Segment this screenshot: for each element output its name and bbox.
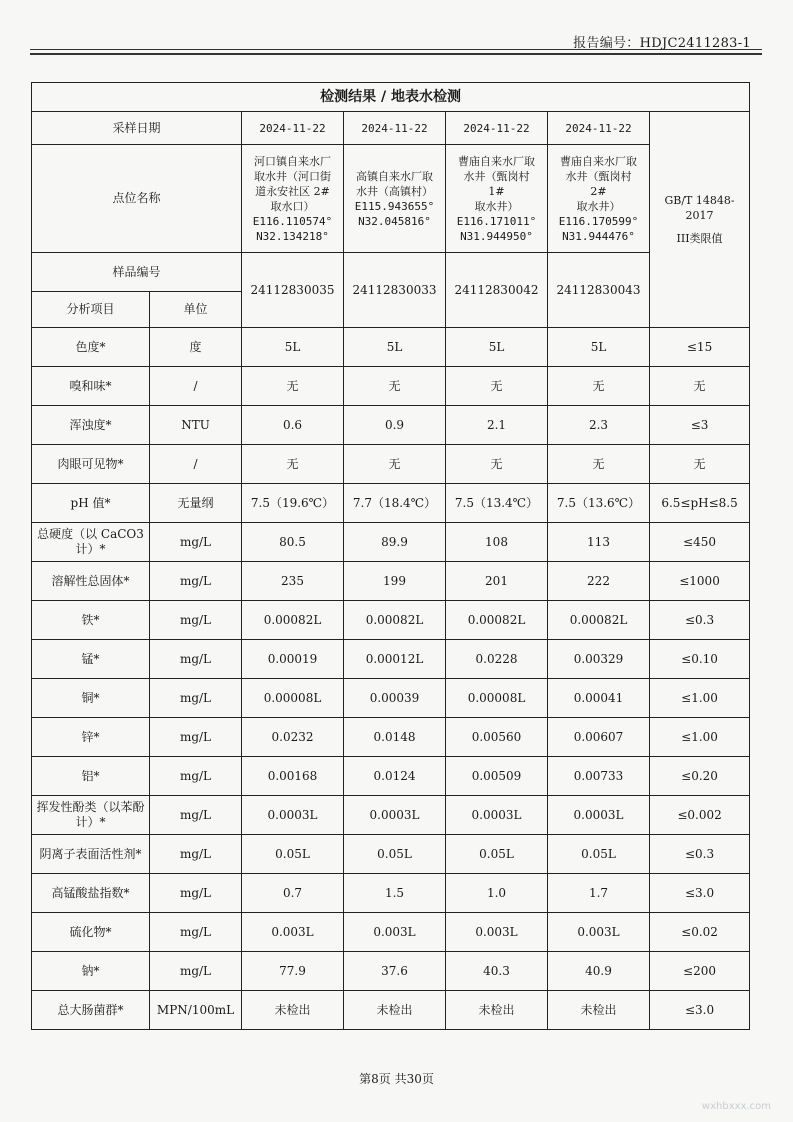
- result-value: 0.00041: [548, 679, 650, 718]
- table-title: 检测结果 / 地表水检测: [32, 83, 750, 112]
- limit-value: ≤1000: [650, 562, 750, 601]
- table-row: [32, 757, 750, 796]
- analysis-item: 浑浊度*: [32, 406, 150, 445]
- result-value: 0.05L: [344, 835, 446, 874]
- analysis-item: 铝*: [32, 757, 150, 796]
- results-table: [31, 82, 750, 1030]
- header-rule-thick: [30, 53, 762, 55]
- result-value: 235: [242, 562, 344, 601]
- sample-id: 24112830033: [344, 253, 446, 328]
- limit-value: ≤0.10: [650, 640, 750, 679]
- unit-cell: NTU: [150, 406, 242, 445]
- sample-id-label: 样品编号: [32, 253, 242, 292]
- table-row: [32, 601, 750, 640]
- result-value: 未检出: [446, 991, 548, 1030]
- result-value: 无: [548, 367, 650, 406]
- result-value: 7.5（13.4℃）: [446, 484, 548, 523]
- site-longitude: E116.110574°: [252, 214, 333, 228]
- analysis-item: 铁*: [32, 601, 150, 640]
- unit-cell: mg/L: [150, 874, 242, 913]
- table-row: [32, 640, 750, 679]
- unit-cell: mg/L: [150, 952, 242, 991]
- sample-id: 24112830043: [548, 253, 650, 328]
- result-value: 5L: [548, 328, 650, 367]
- limit-value: ≤3.0: [650, 874, 750, 913]
- limit-value: ≤1.00: [650, 679, 750, 718]
- unit-cell: mg/L: [150, 640, 242, 679]
- limit-value: ≤200: [650, 952, 750, 991]
- result-value: 7.7（18.4℃）: [344, 484, 446, 523]
- result-value: 222: [548, 562, 650, 601]
- analysis-item-header: 分析项目: [32, 292, 150, 328]
- result-value: 0.9: [344, 406, 446, 445]
- analysis-item: 阴离子表面活性剂*: [32, 835, 150, 874]
- site-longitude: E115.943655°: [354, 199, 435, 213]
- sampling-date: 2024-11-22: [548, 112, 650, 145]
- result-value: 89.9: [344, 523, 446, 562]
- page-footer: 第8页 共30页: [359, 1072, 434, 1086]
- result-value: 37.6: [344, 952, 446, 991]
- limit-value: 6.5≤pH≤8.5: [650, 484, 750, 523]
- unit-cell: /: [150, 367, 242, 406]
- site-longitude: E116.170599°: [558, 214, 639, 228]
- result-value: 无: [548, 445, 650, 484]
- site-line: 水井（高镇村）: [356, 184, 433, 198]
- site-line: 取水井）: [474, 199, 519, 213]
- result-value: 77.9: [242, 952, 344, 991]
- unit-cell: mg/L: [150, 796, 242, 835]
- site-line: 取水井）: [576, 199, 621, 213]
- unit-cell: mg/L: [150, 913, 242, 952]
- limit-value: ≤15: [650, 328, 750, 367]
- analysis-item: 锌*: [32, 718, 150, 757]
- site-name: [446, 145, 548, 253]
- result-value: 未检出: [548, 991, 650, 1030]
- site-name-label: 点位名称: [32, 145, 242, 253]
- analysis-item: 溶解性总固体*: [32, 562, 150, 601]
- result-value: 1.5: [344, 874, 446, 913]
- result-value: 0.00329: [548, 640, 650, 679]
- limit-value: ≤1.00: [650, 718, 750, 757]
- result-value: 5L: [242, 328, 344, 367]
- table-row: [32, 679, 750, 718]
- site-latitude: N32.045816°: [358, 214, 431, 228]
- result-value: 0.00019: [242, 640, 344, 679]
- unit-cell: /: [150, 445, 242, 484]
- analysis-item: 高锰酸盐指数*: [32, 874, 150, 913]
- result-value: 0.00082L: [446, 601, 548, 640]
- limit-value: ≤0.20: [650, 757, 750, 796]
- result-value: 0.00008L: [446, 679, 548, 718]
- result-value: 0.00039: [344, 679, 446, 718]
- unit-cell: mg/L: [150, 835, 242, 874]
- unit-cell: mg/L: [150, 562, 242, 601]
- unit-cell: mg/L: [150, 523, 242, 562]
- result-value: 0.0148: [344, 718, 446, 757]
- site-latitude: N31.944950°: [460, 229, 533, 243]
- limit-value: ≤450: [650, 523, 750, 562]
- result-value: 0.0003L: [446, 796, 548, 835]
- result-value: 0.003L: [242, 913, 344, 952]
- unit-cell: mg/L: [150, 601, 242, 640]
- result-value: 0.00733: [548, 757, 650, 796]
- limit-value: 无: [650, 367, 750, 406]
- site-latitude: N31.944476°: [562, 229, 635, 243]
- result-value: 199: [344, 562, 446, 601]
- site-line: 曹庙自来水厂取: [560, 154, 637, 168]
- result-value: 113: [548, 523, 650, 562]
- result-value: 40.3: [446, 952, 548, 991]
- table-row: [32, 406, 750, 445]
- result-value: 未检出: [242, 991, 344, 1030]
- result-value: 5L: [344, 328, 446, 367]
- result-value: 0.0232: [242, 718, 344, 757]
- site-line: 曹庙自来水厂取: [458, 154, 535, 168]
- table-row: [32, 328, 750, 367]
- standard-class: III类限值: [676, 232, 723, 245]
- analysis-item: 硫化物*: [32, 913, 150, 952]
- watermark: wxhbxxx.com: [701, 1101, 771, 1112]
- table-row: [32, 367, 750, 406]
- sampling-date: 2024-11-22: [446, 112, 548, 145]
- result-value: 0.0003L: [242, 796, 344, 835]
- result-value: 0.003L: [446, 913, 548, 952]
- table-row: [32, 991, 750, 1030]
- result-value: 201: [446, 562, 548, 601]
- result-value: 0.00560: [446, 718, 548, 757]
- standard-cell: [650, 112, 750, 328]
- standard-code: GB/T 14848-: [664, 194, 735, 207]
- site-line: 水井（甄岗村: [565, 169, 632, 183]
- result-value: 1.7: [548, 874, 650, 913]
- limit-value: ≤0.3: [650, 835, 750, 874]
- unit-cell: mg/L: [150, 679, 242, 718]
- analysis-item: 总大肠菌群*: [32, 991, 150, 1030]
- site-line: 河口镇自来水厂: [254, 154, 331, 168]
- table-row: [32, 562, 750, 601]
- result-value: 0.00168: [242, 757, 344, 796]
- header-rule: [30, 49, 762, 50]
- result-value: 108: [446, 523, 548, 562]
- site-name: [242, 145, 344, 253]
- result-value: 无: [242, 445, 344, 484]
- result-value: 0.003L: [344, 913, 446, 952]
- result-value: 0.00607: [548, 718, 650, 757]
- sampling-date: 2024-11-22: [344, 112, 446, 145]
- result-value: 0.7: [242, 874, 344, 913]
- limit-value: 无: [650, 445, 750, 484]
- table-row: [32, 523, 750, 562]
- report-number: 报告编号：HDJC2411283-1: [573, 36, 751, 51]
- limit-value: ≤0.3: [650, 601, 750, 640]
- sample-id: 24112830042: [446, 253, 548, 328]
- site-line: 高镇自来水厂取: [356, 169, 433, 183]
- site-longitude: E116.171011°: [456, 214, 537, 228]
- result-value: 1.0: [446, 874, 548, 913]
- result-value: 0.00012L: [344, 640, 446, 679]
- analysis-item: 挥发性酚类（以苯酚计）*: [32, 796, 150, 835]
- limit-value: ≤3.0: [650, 991, 750, 1030]
- result-value: 未检出: [344, 991, 446, 1030]
- table-row: [32, 952, 750, 991]
- result-value: 2.1: [446, 406, 548, 445]
- result-value: 0.0124: [344, 757, 446, 796]
- site-latitude: N32.134218°: [256, 229, 329, 243]
- result-value: 0.05L: [446, 835, 548, 874]
- unit-header: 单位: [150, 292, 242, 328]
- result-value: 0.6: [242, 406, 344, 445]
- sampling-date: 2024-11-22: [242, 112, 344, 145]
- table-row: [32, 913, 750, 952]
- result-value: 0.00008L: [242, 679, 344, 718]
- table-row: [32, 718, 750, 757]
- unit-cell: mg/L: [150, 718, 242, 757]
- sample-id: 24112830035: [242, 253, 344, 328]
- result-value: 0.0003L: [344, 796, 446, 835]
- analysis-item: 色度*: [32, 328, 150, 367]
- table-row: [32, 445, 750, 484]
- sampling-date-label: 采样日期: [32, 112, 242, 145]
- site-line: 1#: [488, 184, 505, 198]
- result-value: 0.00082L: [344, 601, 446, 640]
- result-value: 无: [344, 367, 446, 406]
- result-value: 40.9: [548, 952, 650, 991]
- site-name: [548, 145, 650, 253]
- limit-value: ≤0.002: [650, 796, 750, 835]
- result-value: 0.05L: [242, 835, 344, 874]
- table-row: [32, 484, 750, 523]
- analysis-item: 锰*: [32, 640, 150, 679]
- result-value: 2.3: [548, 406, 650, 445]
- result-value: 80.5: [242, 523, 344, 562]
- unit-cell: 度: [150, 328, 242, 367]
- table-row: [32, 874, 750, 913]
- result-value: 0.00082L: [548, 601, 650, 640]
- limit-value: ≤3: [650, 406, 750, 445]
- site-line: 水井（甄岗村: [463, 169, 530, 183]
- unit-cell: mg/L: [150, 757, 242, 796]
- site-line: 取水井（河口街: [254, 169, 331, 183]
- result-value: 无: [344, 445, 446, 484]
- site-line: 道永安社区 2#: [255, 184, 330, 198]
- unit-cell: 无量纲: [150, 484, 242, 523]
- analysis-item: 嗅和味*: [32, 367, 150, 406]
- result-value: 无: [242, 367, 344, 406]
- result-value: 0.0228: [446, 640, 548, 679]
- table-row: [32, 835, 750, 874]
- site-name: [344, 145, 446, 253]
- analysis-item: 总硬度（以 CaCO3 计）*: [32, 523, 150, 562]
- result-value: 无: [446, 445, 548, 484]
- analysis-item: 肉眼可见物*: [32, 445, 150, 484]
- result-value: 0.00082L: [242, 601, 344, 640]
- site-line: 取水口）: [270, 199, 315, 213]
- result-value: 7.5（19.6℃）: [242, 484, 344, 523]
- result-value: 无: [446, 367, 548, 406]
- result-value: 5L: [446, 328, 548, 367]
- result-value: 0.0003L: [548, 796, 650, 835]
- result-value: 0.003L: [548, 913, 650, 952]
- table-row: [32, 796, 750, 835]
- analysis-item: 钠*: [32, 952, 150, 991]
- site-line: 2#: [590, 184, 607, 198]
- analysis-item: 铜*: [32, 679, 150, 718]
- result-value: 7.5（13.6℃）: [548, 484, 650, 523]
- result-value: 0.05L: [548, 835, 650, 874]
- limit-value: ≤0.02: [650, 913, 750, 952]
- unit-cell: MPN/100mL: [150, 991, 242, 1030]
- analysis-item: pH 值*: [32, 484, 150, 523]
- standard-year: 2017: [685, 209, 714, 222]
- result-value: 0.00509: [446, 757, 548, 796]
